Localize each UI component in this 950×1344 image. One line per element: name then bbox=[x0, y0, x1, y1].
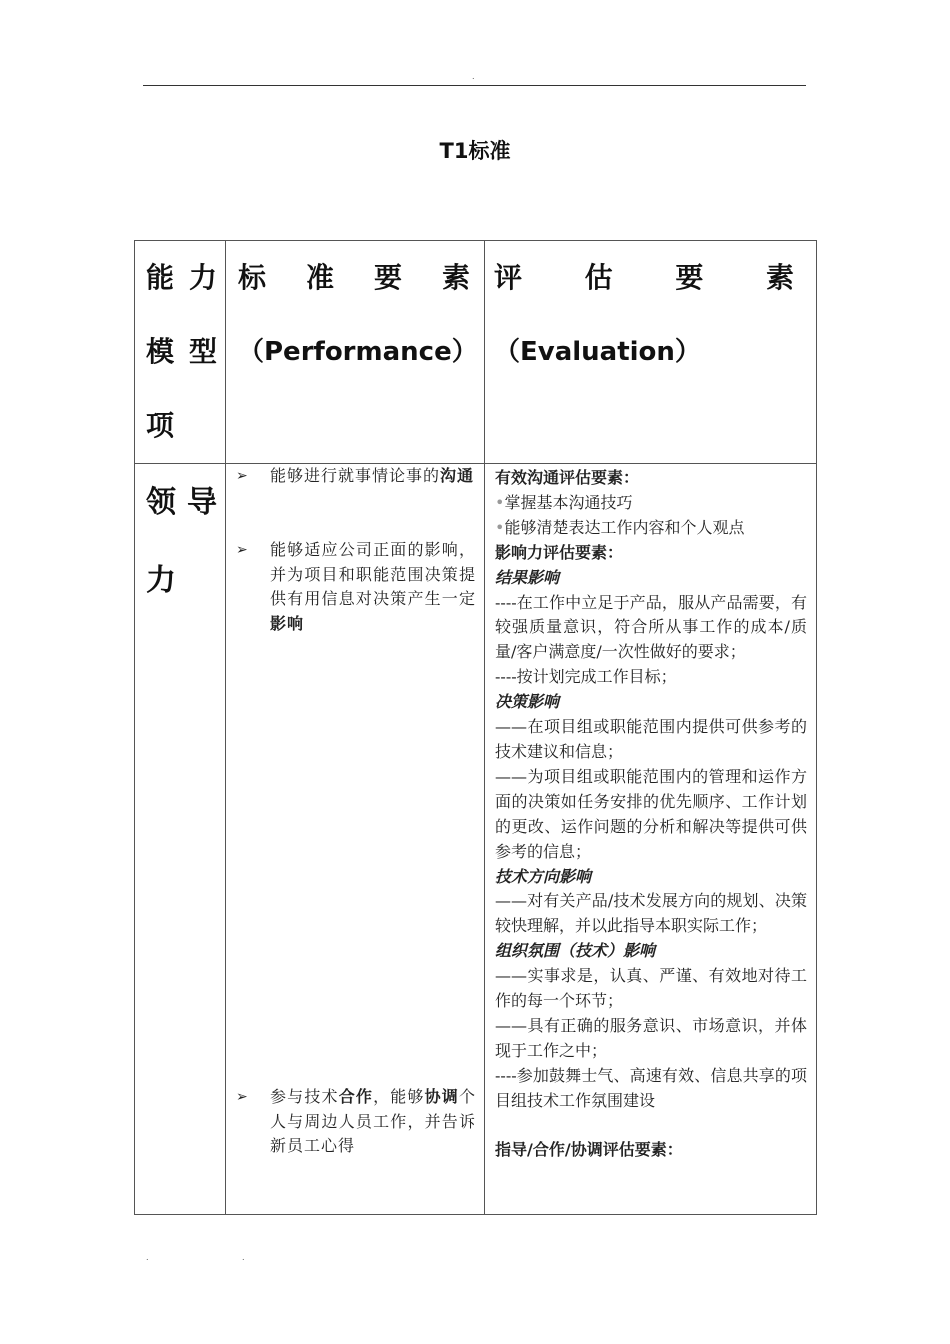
header-rule bbox=[143, 85, 806, 86]
result-text: ----按计划完成工作目标； bbox=[495, 667, 677, 687]
dot-bullet-icon: • bbox=[495, 517, 505, 537]
spacer bbox=[495, 1114, 807, 1139]
header-standard-label: 标准要素 bbox=[238, 261, 470, 294]
footer-mark: . bbox=[242, 1253, 245, 1262]
dot-bullet-icon: • bbox=[495, 492, 505, 512]
performance-cell bbox=[226, 464, 485, 1215]
header-cell-model bbox=[135, 241, 226, 464]
tech-heading: 技术方向影响 bbox=[495, 866, 592, 886]
performance-item: ➢ 能够适应公司正面的影响，并为项目和职能范围决策提供有用信息对决策产生一定影响 bbox=[236, 540, 476, 633]
category-cell bbox=[135, 464, 226, 1215]
comm-heading: 有效沟通评估要素： bbox=[495, 468, 640, 487]
standards-table bbox=[134, 240, 817, 1215]
decision-text: ——为项目组或职能范围内的管理和运作方面的决策如任务安排的优先顺序、工作计划的更改、运作问题的分析和解决等提供可供参考的信息； bbox=[495, 766, 807, 861]
decision-text: ——在项目组或职能范围内提供可供参考的技术建议和信息； bbox=[495, 717, 807, 761]
atmosphere-text: ——实事求是，认真、严谨、有效地对待工作的每一个环节； bbox=[495, 966, 807, 1011]
header-model-label: 能力模型项 bbox=[146, 261, 217, 442]
performance-item: ➢ 能够进行就事情论事的沟通 bbox=[236, 464, 476, 489]
tech-text: ——对有关产品/技术发展方向的规划、决策较快理解，并以此指导本职实际工作； bbox=[495, 891, 807, 936]
atmosphere-heading: 组织氛围（技术）影响 bbox=[495, 941, 656, 961]
list-item: •能够清楚表达工作内容和个人观点 bbox=[495, 517, 745, 537]
table-header-row bbox=[135, 241, 817, 464]
header-evaluation-label: 评估要素 bbox=[494, 261, 794, 294]
arrow-bullet-icon: ➢ bbox=[236, 542, 249, 558]
arrow-bullet-icon: ➢ bbox=[236, 468, 249, 484]
document-title: T1标准 bbox=[439, 139, 511, 163]
result-text: ----在工作中立足于产品，服从产品需要，有较强质量意识，符合所从事工作的成本/质量/客户满意度/一次性做好的要求； bbox=[495, 592, 807, 662]
atmosphere-text: ——具有正确的服务意识、市场意识，并体现于工作之中； bbox=[495, 1015, 807, 1060]
arrow-bullet-icon: ➢ bbox=[236, 1089, 249, 1105]
influence-heading: 影响力评估要素： bbox=[495, 542, 624, 562]
header-cell-evaluation bbox=[485, 241, 817, 464]
category-label: 领导力 bbox=[146, 485, 217, 598]
result-heading: 结果影响 bbox=[495, 567, 560, 587]
header-cell-standard bbox=[226, 241, 485, 464]
header-evaluation-sub: （Evaluation） bbox=[494, 337, 701, 367]
list-item: •掌握基本沟通技巧 bbox=[495, 492, 633, 512]
header-mark: . bbox=[472, 72, 475, 81]
header-standard-sub: （Performance） bbox=[238, 337, 478, 367]
decision-heading: 决策影响 bbox=[495, 692, 560, 712]
guide-heading: 指导/合作/协调评估要素： bbox=[495, 1140, 683, 1160]
footer-mark: . bbox=[146, 1253, 149, 1262]
evaluation-cell bbox=[485, 464, 817, 1215]
table-row-leadership bbox=[135, 464, 817, 1215]
atmosphere-text: ----参加鼓舞士气、高速有效、信息共享的项目组技术工作氛围建设 bbox=[495, 1065, 807, 1110]
performance-item: ➢ 参与技术合作，能够协调个人与周边人员工作，并告诉新员工心得 bbox=[236, 1087, 476, 1155]
